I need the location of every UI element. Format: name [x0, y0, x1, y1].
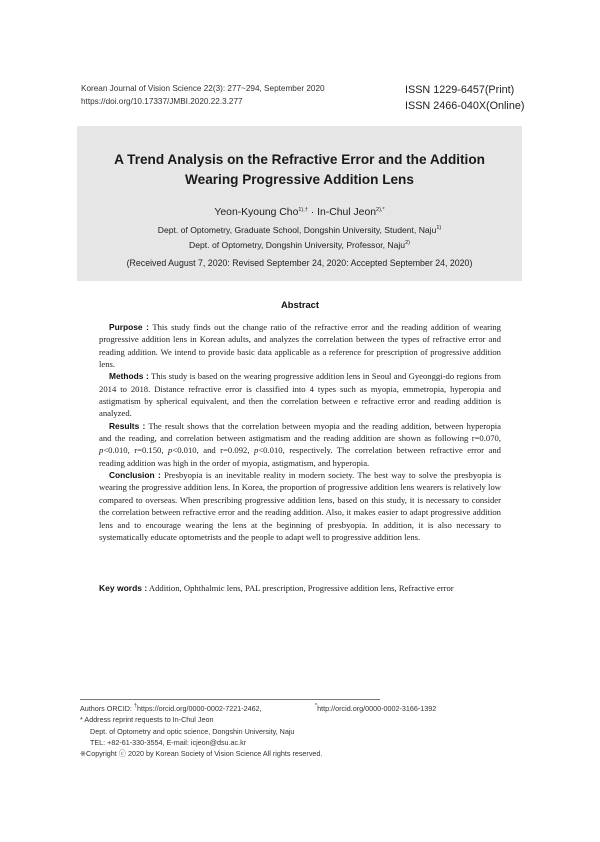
- results-text-3: <0.010, and r=0.092,: [172, 445, 254, 456]
- issn-print: ISSN 1229-6457(Print): [405, 84, 515, 96]
- affiliation-1-text: Dept. of Optometry, Graduate School, Dongshin University, Student, Naju: [157, 225, 437, 235]
- affiliation-2: [77, 240, 522, 250]
- methods-text: This study is based on the wearing progressive addition lens in Seoul and Gyeonggi-do regions from 2014 to 2018. Distance refractive error is classified into 4 types such as myopia, emmetropia, hyperopia and astigmatism by spherical equivalent, and then the correlation between e refractive error and reading addition is analyzed.: [99, 371, 501, 419]
- purpose-label: Purpose :: [109, 322, 149, 332]
- author-1-marker: 1),†: [298, 207, 308, 213]
- conclusion-label: Conclusion :: [109, 470, 161, 481]
- orcid-marker-2: *: [315, 703, 318, 709]
- author-separator: ·: [310, 207, 315, 218]
- journal-citation: Korean Journal of Vision Science 22(3): 277~294, September 2020: [81, 84, 325, 93]
- orcid-line: [80, 703, 437, 714]
- results-text-2: <0.010, r=0.150,: [103, 445, 169, 456]
- abstract-heading: Abstract: [280, 299, 320, 310]
- results-label: Results :: [109, 420, 146, 431]
- p-value-symbol: p: [168, 445, 173, 456]
- orcid-link-2[interactable]: http://orcid.org/0000-0002-3166-1392: [317, 704, 437, 713]
- footnotes: [80, 703, 437, 759]
- doi-link[interactable]: https://doi.org/10.17337/JMBI.2020.22.3.277: [81, 97, 243, 106]
- keywords-label: Key words :: [99, 583, 148, 593]
- issn-online: ISSN 2466-040X(Online): [405, 100, 525, 112]
- title-box: [77, 126, 522, 281]
- p-value-symbol: p: [99, 445, 104, 456]
- abstract-body: [99, 321, 501, 543]
- author-1: Yeon-Kyoung Cho: [214, 207, 299, 218]
- results-text-1: The result shows that the correlation between myopia and the reading addition, between hyperopia and the reading, and correlation between astigmatism and the reading addition are shown as following r=0.070,: [99, 420, 501, 444]
- title-line-2: Wearing Progressive Addition Lens: [185, 172, 414, 187]
- abstract-methods: [99, 370, 501, 419]
- orcid-label: Authors ORCID:: [80, 704, 132, 713]
- affiliation-1-marker: 1): [436, 225, 442, 231]
- conclusion-text: Presbyopia is an inevitable reality in modern society. The best way to solve the presbyopia is wearing the progressive addition lens. In Korea, the proportion of progressive addition lens wearers is relatively low compared to overseas. When prescribing progressive addition lens, based on this study, it is necessary to consider the correlation between refractive error and the reading addition. Also, it makes easier to adapt progressive addition lens and to encourage wearing the lens at the beginning of presbyopia. In addition, it is also necessary to systematically educate optometrists and the people to adapt well to progressive addition lens.: [99, 470, 502, 542]
- p-value-symbol: p: [253, 445, 259, 456]
- affiliation-2-text: Dept. of Optometry, Dongshin University, Professor, Naju: [189, 240, 406, 250]
- purpose-text: This study finds out the change ratio of the refractive error and the reading addition of wearing progressive addition lens in Korean adults, and analyzes the correlation between the types of refractive error and reading addition. We intend to provide basic data applicable as a reference for prescription of progressive addition lens.: [99, 322, 501, 370]
- results-text-4: <0.010, respectively. The correlation between refractive error and reading addition was high in the order of myopia, astigmatism, and hyperopia.: [99, 445, 501, 468]
- title-line-1: A Trend Analysis on the Refractive Error and the Addition: [114, 152, 485, 167]
- abstract-purpose: [99, 321, 501, 370]
- author-2: In-Chul Jeon: [317, 207, 377, 218]
- abstract-results: [99, 420, 501, 469]
- received-dates: (Received August 7, 2020: Revised September 24, 2020: Accepted September 24, 2020): [126, 258, 473, 268]
- keywords-text: Addition, Ophthalmic lens, PAL prescription, Progressive addition lens, Refractive error: [148, 583, 454, 593]
- issn-block: [405, 82, 524, 114]
- orcid-link-1[interactable]: https://orcid.org/0000-0002-7221-2462,: [137, 704, 262, 713]
- correspondence-dept: Dept. of Optometry and optic science, Dongshin University, Naju: [90, 726, 295, 736]
- abstract-conclusion: [99, 469, 501, 543]
- methods-label: Methods :: [109, 371, 149, 382]
- orcid-marker-1: †: [133, 703, 137, 709]
- affiliation-1: [77, 225, 522, 235]
- affiliation-2-marker: 2): [405, 240, 410, 246]
- paper-title: [77, 150, 522, 190]
- author-line: [77, 207, 522, 218]
- copyright-notice: ※Copyright ⓒ 2020 by Korean Society of Vision Science All rights reserved.: [80, 749, 323, 759]
- journal-header: [81, 82, 325, 108]
- author-2-marker: 2),*: [376, 207, 385, 213]
- keywords: [99, 583, 509, 593]
- footnote-divider: [80, 699, 380, 700]
- reprint-request: * Address reprint requests to In-Chul Jeon: [80, 715, 214, 725]
- correspondence-contact: TEL: +82-61-330-3554, E-mail: icjeon@dsu.ac.kr: [90, 737, 247, 747]
